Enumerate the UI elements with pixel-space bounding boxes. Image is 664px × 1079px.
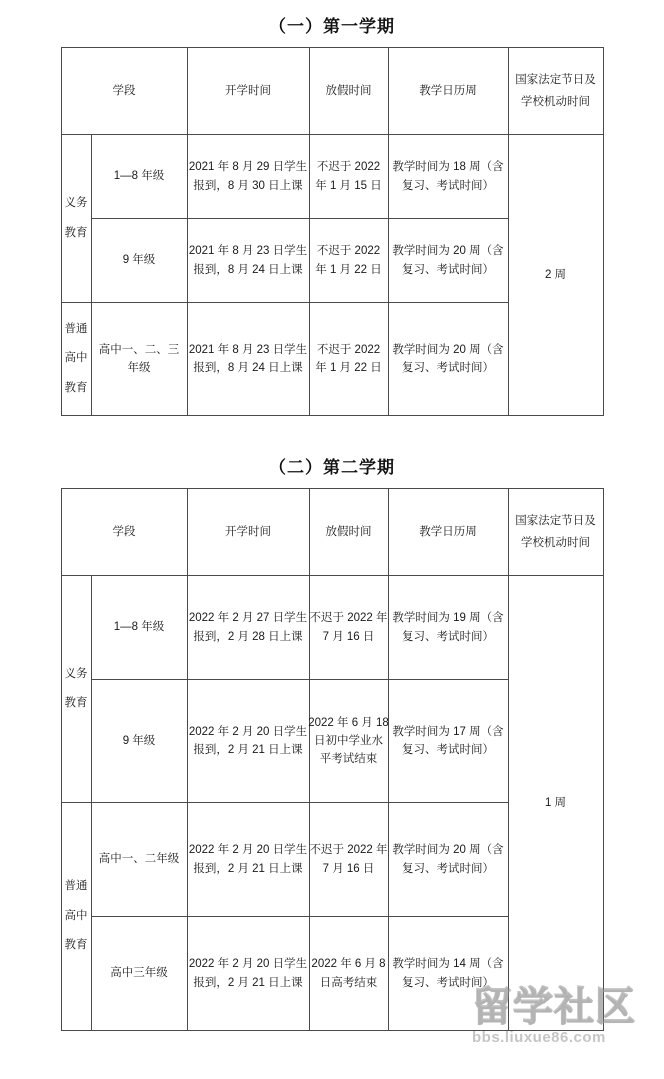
table-header-row xyxy=(61,48,603,135)
grade-cell: 高中一、二、三 年级 xyxy=(91,303,187,416)
col-header-teaching-weeks: 教学日历周 xyxy=(388,48,508,135)
teaching-weeks-cell: 教学时间为 20 周（含 复习、考试时间） xyxy=(388,303,508,416)
start-time-cell: 2022 年 2 月 20 日学生 报到，2 月 21 日上课 xyxy=(187,917,309,1031)
grade-cell: 高中一、二年级 xyxy=(91,803,187,917)
holiday-time-cell: 不迟于 2022 年 7 月 16 日 xyxy=(309,576,388,680)
start-time-cell: 2021 年 8 月 23 日学生 报到，8 月 24 日上课 xyxy=(187,303,309,416)
start-time-cell: 2022 年 2 月 20 日学生 报到，2 月 21 日上课 xyxy=(187,680,309,803)
semester-1-title: （一）第一学期 xyxy=(269,17,395,36)
grade-cell: 9 年级 xyxy=(91,680,187,803)
col-header-statutory-holiday: 国家法定节日及 学校机动时间 xyxy=(508,489,603,576)
segment-label-compulsory: 义务 教育 xyxy=(61,576,91,803)
grade-cell: 高中三年级 xyxy=(91,917,187,1031)
semester-section-1 xyxy=(0,0,664,416)
segment-label-high-school: 普通 高中 教育 xyxy=(61,803,91,1031)
statutory-holiday-value: 2 周 xyxy=(508,135,603,416)
table-row xyxy=(61,576,603,680)
teaching-weeks-cell: 教学时间为 19 周（含 复习、考试时间） xyxy=(388,576,508,680)
holiday-time-cell: 不迟于 2022 年 1 月 22 日 xyxy=(309,219,388,303)
semester-2-table xyxy=(61,488,604,1031)
holiday-time-cell: 不迟于 2022 年 7 月 16 日 xyxy=(309,803,388,917)
col-header-start-time: 开学时间 xyxy=(187,489,309,576)
semester-1-table xyxy=(61,47,604,416)
col-header-segment: 学段 xyxy=(61,489,187,576)
col-header-start-time: 开学时间 xyxy=(187,48,309,135)
holiday-time-cell: 2022 年 6 月 8 日高考结束 xyxy=(309,917,388,1031)
start-time-cell: 2021 年 8 月 23 日学生 报到，8 月 24 日上课 xyxy=(187,219,309,303)
grade-cell: 9 年级 xyxy=(91,219,187,303)
teaching-weeks-cell: 教学时间为 20 周（含 复习、考试时间） xyxy=(388,803,508,917)
start-time-cell: 2022 年 2 月 27 日学生 报到，2 月 28 日上课 xyxy=(187,576,309,680)
table-row xyxy=(61,135,603,219)
start-time-cell: 2021 年 8 月 29 日学生 报到，8 月 30 日上课 xyxy=(187,135,309,219)
watermark-url: bbs.liuxue86.com xyxy=(472,1029,606,1046)
teaching-weeks-cell: 教学时间为 14 周（含 复习、考试时间） xyxy=(388,917,508,1031)
col-header-teaching-weeks: 教学日历周 xyxy=(388,489,508,576)
teaching-weeks-cell: 教学时间为 18 周（含 复习、考试时间） xyxy=(388,135,508,219)
segment-label-high-school: 普通 高中 教育 xyxy=(61,303,91,416)
teaching-weeks-cell: 教学时间为 20 周（含 复习、考试时间） xyxy=(388,219,508,303)
holiday-time-cell: 不迟于 2022 年 1 月 15 日 xyxy=(309,135,388,219)
table-header-row xyxy=(61,489,603,576)
segment-label-compulsory: 义务 教育 xyxy=(61,135,91,303)
col-header-statutory-holiday: 国家法定节日及 学校机动时间 xyxy=(508,48,603,135)
holiday-time-cell: 不迟于 2022 年 1 月 22 日 xyxy=(309,303,388,416)
col-header-holiday-time: 放假时间 xyxy=(309,489,388,576)
semester-2-title: （二）第二学期 xyxy=(269,458,395,477)
col-header-holiday-time: 放假时间 xyxy=(309,48,388,135)
grade-cell: 1—8 年级 xyxy=(91,135,187,219)
grade-cell: 1—8 年级 xyxy=(91,576,187,680)
start-time-cell: 2022 年 2 月 20 日学生 报到，2 月 21 日上课 xyxy=(187,803,309,917)
semester-section-2 xyxy=(0,441,664,1031)
teaching-weeks-cell: 教学时间为 17 周（含 复习、考试时间） xyxy=(388,680,508,803)
statutory-holiday-value: 1 周 xyxy=(508,576,603,1031)
col-header-segment: 学段 xyxy=(61,48,187,135)
holiday-time-cell: 2022 年 6 月 18 日初中学业水 平考试结束 xyxy=(309,680,388,803)
